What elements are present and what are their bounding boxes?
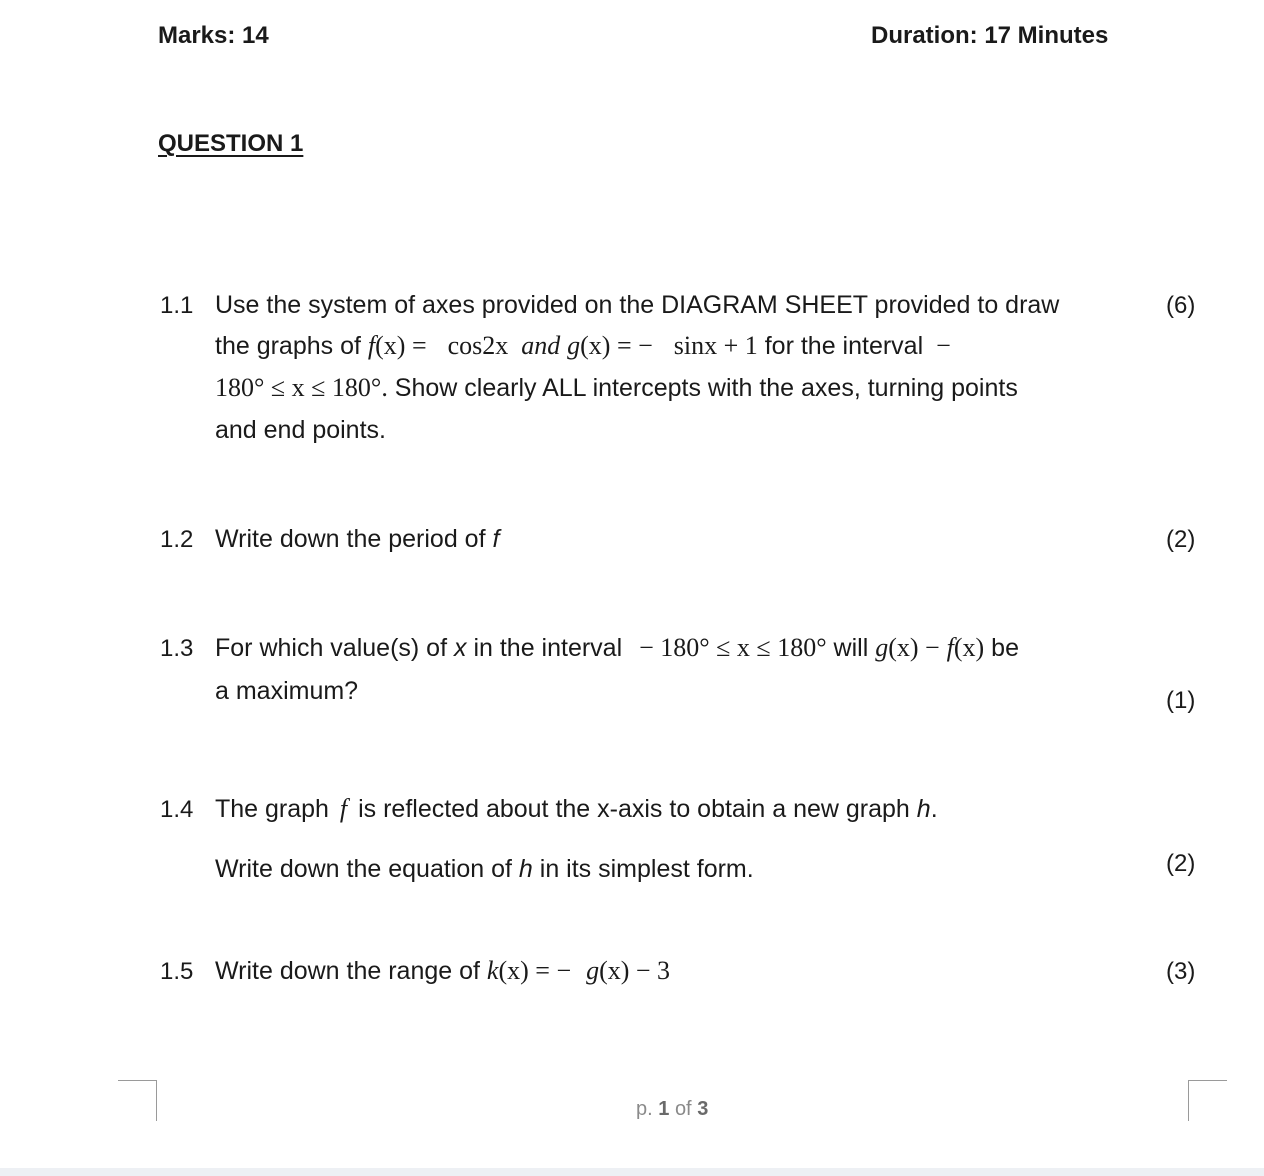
question-number: 1.4 <box>160 796 194 823</box>
question-text-line: Write down the period of f <box>215 525 500 553</box>
marks-label: Marks: 14 <box>158 22 269 49</box>
page-number: p. 1 of 3 <box>636 1098 709 1120</box>
question-text-line: Write down the range of k(x) = − g(x) − 3 <box>215 956 671 985</box>
question-marks: (6) <box>1166 292 1196 319</box>
duration-label: Duration: 17 Minutes <box>871 22 1109 49</box>
question-marks: (2) <box>1166 850 1196 877</box>
question-text-line: a maximum? <box>215 677 359 705</box>
question-title: QUESTION 1 <box>158 130 304 157</box>
question-text-line: Write down the equation of h in its simplest form. <box>215 855 754 883</box>
question-number: 1.2 <box>160 526 194 553</box>
page-corner-mark-right <box>1188 1080 1227 1121</box>
question-number: 1.3 <box>160 635 194 662</box>
viewer-bottom-bar <box>0 1168 1264 1176</box>
question-number: 1.5 <box>160 958 194 985</box>
question-marks: (2) <box>1166 526 1196 553</box>
question-text-line: and end points. <box>215 416 386 444</box>
question-text-line: 180° ≤ x ≤ 180°. Show clearly ALL intercepts with the axes, turning points <box>215 373 1018 402</box>
question-text-line: The graph f is reflected about the x-axis to obtain a new graph h. <box>215 794 938 823</box>
page-corner-mark-left <box>118 1080 157 1121</box>
question-text-line: For which value(s) of x in the interval − 180° ≤ x ≤ 180° will g(x) − f(x) be <box>215 633 1019 662</box>
question-text-line: Use the system of axes provided on the DIAGRAM SHEET provided to draw <box>215 291 1060 319</box>
question-number: 1.1 <box>160 292 194 319</box>
question-marks: (1) <box>1166 687 1196 714</box>
question-marks: (3) <box>1166 958 1196 985</box>
question-text-line: the graphs of f(x) = cos2x and g(x) = − sinx + 1 for the interval − <box>215 331 951 360</box>
